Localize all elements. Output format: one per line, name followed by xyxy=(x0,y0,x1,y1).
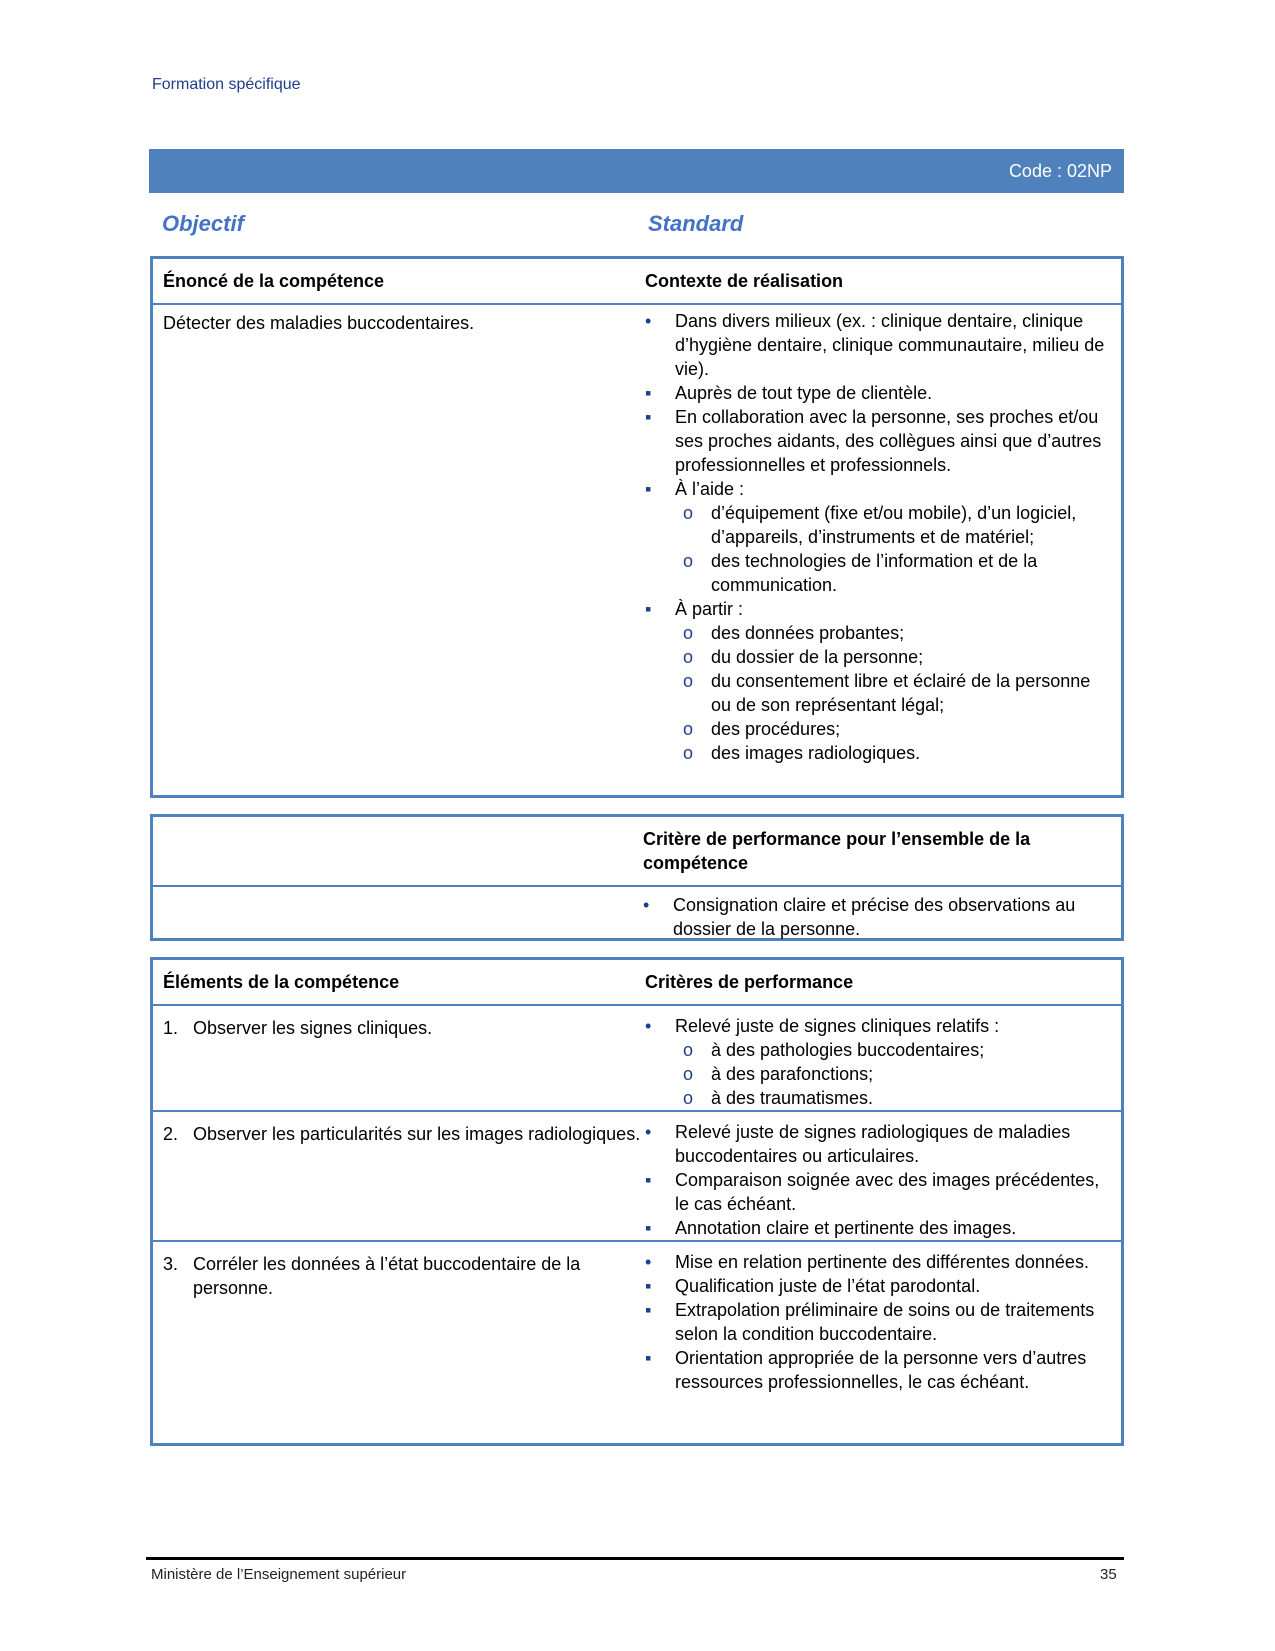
bullet-text: Extrapolation préliminaire de soins ou de traitements selon la condition buccodentaire. xyxy=(675,1300,1095,1344)
element-text: Corréler les données à l’état buccodentaire de la personne. xyxy=(193,1254,581,1298)
bullet-text: À l’aide : xyxy=(675,479,745,499)
footer-rule xyxy=(146,1557,1124,1560)
elements-table xyxy=(150,957,1124,1446)
page-number: 35 xyxy=(1100,1566,1117,1583)
bullet-item xyxy=(645,381,1110,405)
objectif-heading: Objectif xyxy=(162,211,244,236)
context-list-wrap xyxy=(645,309,1110,765)
element-row xyxy=(153,1112,1121,1242)
row-criteria-wrap xyxy=(645,1120,1110,1240)
element-item xyxy=(163,1016,653,1040)
bullet-item xyxy=(645,1346,1110,1394)
sub-bullet-item: o des images radiologiques. xyxy=(645,741,1110,765)
sub-bullet-item: o à des pathologies buccodentaires; xyxy=(645,1038,1110,1062)
element-number: 3. xyxy=(163,1254,179,1274)
element-row xyxy=(153,1242,1121,1442)
ensemble-table-header xyxy=(153,817,1121,887)
element-text: Observer les particularités sur les images radiologiques. xyxy=(193,1124,641,1144)
bullet-text: Qualification juste de l’état parodontal. xyxy=(675,1276,981,1296)
sub-bullet-item: o des données probantes; xyxy=(645,621,1110,645)
bullet-text: Relevé juste de signes cliniques relatifs : xyxy=(675,1016,1000,1036)
ensemble-table xyxy=(150,814,1124,941)
context-list xyxy=(645,309,1110,765)
sub-bullet-item: o du consentement libre et éclairé de la personne ou de son représentant légal; xyxy=(645,669,1110,717)
performance-criteria-header: Critères de performance xyxy=(645,972,854,992)
ensemble-criteria-wrap xyxy=(643,893,1108,941)
element-item xyxy=(163,1252,653,1300)
standard-heading: Standard xyxy=(648,211,744,236)
bullet-item xyxy=(645,477,1110,501)
competence-table-header xyxy=(153,259,1121,305)
row-criteria-wrap xyxy=(645,1250,1110,1394)
bullet-item xyxy=(645,1250,1110,1274)
bullet-item xyxy=(645,1216,1110,1240)
bullet-item xyxy=(645,1274,1110,1298)
bullet-text: Orientation appropriée de la personne vers d’autres ressources professionnelles, le cas échéant. xyxy=(675,1348,1087,1392)
row-criteria-list xyxy=(645,1014,1110,1110)
sub-bullet-item: o à des parafonctions; xyxy=(645,1062,1110,1086)
ensemble-criteria-header: Critère de performance pour l’ensemble de la compétence xyxy=(643,829,1031,873)
row-criteria-wrap xyxy=(645,1014,1110,1110)
code-bar xyxy=(149,149,1124,193)
ensemble-criteria-list xyxy=(643,893,1108,941)
sub-bullet-item: o à des traumatismes. xyxy=(645,1086,1110,1110)
element-row xyxy=(153,1006,1121,1112)
elements-header: Éléments de la compétence xyxy=(163,972,400,992)
competency-code: Code : 02NP xyxy=(1008,161,1112,181)
bullet-text: Relevé juste de signes radiologiques de maladies buccodentaires ou articulaires. xyxy=(675,1122,1071,1166)
running-title: Formation spécifique xyxy=(152,76,301,93)
element-text: Observer les signes cliniques. xyxy=(193,1018,433,1038)
bullet-item xyxy=(645,1298,1110,1346)
element-number: 2. xyxy=(163,1124,179,1144)
bullet-item xyxy=(645,597,1110,621)
bullet-item: • Consignation claire et précise des observations au dossier de la personne. xyxy=(643,893,1108,941)
context-header: Contexte de réalisation xyxy=(645,271,844,291)
bullet-text: À partir : xyxy=(675,599,744,619)
bullet-text: En collaboration avec la personne, ses proches et/ou ses proches aidants, des collègues ainsi que d’autres professionnelles et professionnels. xyxy=(675,407,1102,475)
bullet-text: Annotation claire et pertinente des images. xyxy=(675,1218,1017,1238)
bullet-item xyxy=(645,1168,1110,1216)
row-criteria-list xyxy=(645,1120,1110,1240)
bullet-item xyxy=(645,405,1110,477)
competence-statement: Détecter des maladies buccodentaires. xyxy=(163,313,475,333)
bullet-text: Mise en relation pertinente des différentes données. xyxy=(675,1252,1089,1272)
sub-bullet-item: o des technologies de l’information et de la communication. xyxy=(645,549,1110,597)
bullet-text: Dans divers milieux (ex. : clinique dentaire, clinique d’hygiène dentaire, clinique communautaire, milieu de vie). xyxy=(675,311,1105,379)
statement-header: Énoncé de la compétence xyxy=(163,271,385,291)
bullet-item xyxy=(645,1120,1110,1168)
sub-bullet-item: o des procédures; xyxy=(645,717,1110,741)
bullet-text: Auprès de tout type de clientèle. xyxy=(675,383,933,403)
element-item xyxy=(163,1122,653,1146)
footer-ministry: Ministère de l’Enseignement supérieur xyxy=(151,1566,407,1583)
sub-bullet-item: o d’équipement (fixe et/ou mobile), d’un logiciel, d’appareils, d’instruments et de matériel; xyxy=(645,501,1110,549)
sub-bullet-item: o du dossier de la personne; xyxy=(645,645,1110,669)
competence-table xyxy=(150,256,1124,798)
elements-table-header xyxy=(153,960,1121,1006)
row-criteria-list xyxy=(645,1250,1110,1394)
bullet-text: Comparaison soignée avec des images précédentes, le cas échéant. xyxy=(675,1170,1100,1214)
bullet-item xyxy=(645,309,1110,381)
bullet-item xyxy=(645,1014,1110,1038)
element-number: 1. xyxy=(163,1018,179,1038)
